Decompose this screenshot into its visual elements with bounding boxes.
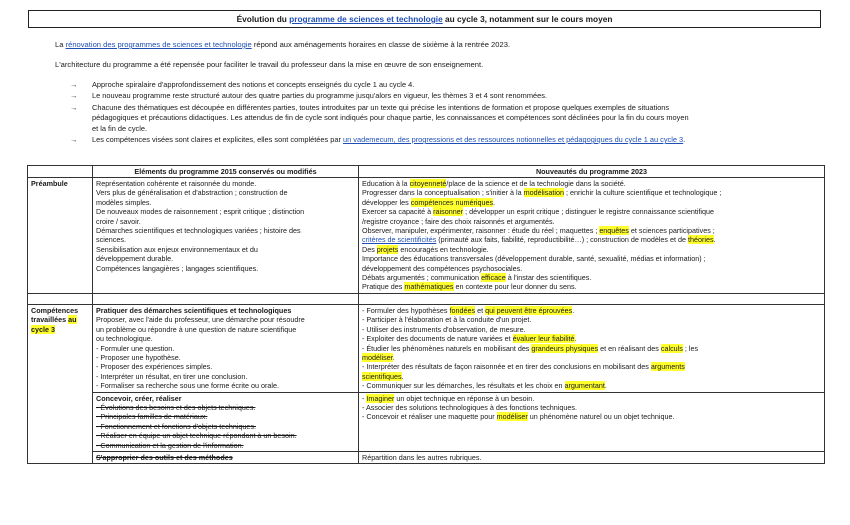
cell-line [362, 235, 821, 244]
text-segment: /registre croyance ; faire des choix raisonnés et argumentés. [362, 216, 555, 226]
competences-new-cell [359, 304, 825, 392]
intro-paragraph-1: La rénovation des programmes de sciences et technologie répond aux aménagements horaires en classe de sixième à la rentrée 2023. [55, 40, 511, 49]
text-segment: un phénomène naturel ou un objet technique. [527, 412, 675, 422]
cell-line [362, 282, 821, 291]
text-segment: - Associer des solutions technologiques à des fonctions techniques. [362, 402, 577, 412]
highlighted-term: arguments [650, 362, 685, 372]
vademecum-link[interactable]: un vademecum, des progressions et des ressources notionnelles et pédagogiques du cycle 1 au cycle 3 [343, 135, 684, 145]
text-segment: un objet technique en réponse à un besoin. [394, 393, 535, 403]
highlighted-term: modélisation [523, 188, 564, 198]
text-segment: ; enrichir la culture scientifique et technologique ; [563, 188, 722, 198]
bullet-list [70, 80, 830, 146]
arrow-icon: → [70, 91, 78, 101]
highlighted-term: modéliser [362, 352, 393, 362]
cell-line [362, 188, 821, 197]
cell-line [362, 198, 821, 207]
text-segment: . [401, 371, 404, 381]
document-title: Évolution du programme de sciences et technologie au cycle 3, notamment sur le cours moyen [28, 10, 821, 28]
bullet-item: → Chacune des thématiques est découpée en différentes parties, toutes introduites par un texte qui précise les intentions de formation et propose quelques exemples de situations pédagogiques et précautions didactiques. Les attendus de fin de cycle sont indiqués pour chaque partie, les connaissances et compétences sont déclinées pour la fin du cours moyen et la fin de cycle. [70, 102, 689, 133]
text-segment: - Interpréter des résultats de façon raisonnée et en tirer des conclusions en mobilisant des [362, 362, 651, 372]
text-segment: ; développer un esprit critique ; distinguer le registre connaissance scientifique [463, 207, 714, 217]
highlighted-term: enquêtes [599, 226, 629, 236]
cell-line [362, 306, 821, 315]
outils-new-cell: Répartition dans les autres rubriques. [359, 451, 825, 463]
text-segment: ; les [682, 343, 699, 353]
highlighted-term: mathématiques [404, 282, 454, 292]
text-segment: et sciences participatives ; [628, 226, 715, 236]
text-segment: développement des compétences psychosociales. [362, 263, 523, 273]
cell-line [362, 315, 821, 324]
cell-line [362, 403, 821, 412]
comparison-table [27, 165, 825, 464]
concevoir-new-cell [359, 392, 825, 451]
text-segment: . [713, 235, 716, 245]
text-segment: Des [362, 244, 377, 254]
program-link[interactable]: programme de sciences et technologie [289, 14, 443, 24]
text-segment: à l'instar des scientifiques. [505, 273, 592, 283]
highlighted-term: fondées [449, 305, 476, 315]
bullet-item: → Les compétences visées sont claires et explicites, elles sont complétées par un vademecum, des progressions et des ressources notionnelles et pédagogiques du cycle 1 au cycle 3. [70, 135, 686, 145]
text-segment: /place de la science et de la technologie dans la société. [446, 179, 626, 188]
cell-line [362, 344, 821, 353]
table-row-concevoir [28, 392, 825, 451]
intro-paragraph-2: L'architecture du programme a été repensée pour faciliter le travail du professeur dans la mise en œuvre de son enseignement. [55, 60, 484, 69]
highlighted-term: évaluer leur fiabilité [512, 334, 575, 344]
cell-line [362, 325, 821, 334]
competences-old-cell: Pratiquer des démarches scientifiques et technologiques Proposer, avec l'aide du professeur, une démarche pour résoudre un problème ou répondre à une question de nature scientifique ou technologique. - Formuler une question. - Proposer une hypothèse. - Proposer des expériences simples. - Interpréter un résultat, en tirer une conclusion. - Formaliser sa recherche sous une forme écrite ou orale. [93, 304, 359, 392]
highlighted-term: au cycle 3 [31, 315, 77, 334]
cell-line [362, 207, 821, 216]
highlighted-term: grandeurs physiques [531, 343, 599, 353]
preambule-old-cell: Représentation cohérente et raisonnée du monde. Vers plus de généralisation et d'abstraction ; construction de modèles simples. De nouveaux modes de raisonnement ; esprit critique ; distinction croire / savoir. Démarches scientifiques et technologiques variées ; histoire des sciences. Sensibilisation aux enjeux environnementaux et du développement durable. Compétences langagières ; langages scientifiques. [93, 178, 359, 294]
text-segment: - [362, 393, 367, 403]
text-segment: Education à la [362, 179, 410, 188]
highlighted-term: efficace [481, 273, 506, 283]
table-row-competences [28, 304, 825, 392]
header-2015: Eléments du programme 2015 conservés ou modifiés [93, 166, 359, 178]
highlighted-term: projets [376, 244, 399, 254]
cell-line [362, 179, 821, 188]
outils-old-cell: S'approprier des outils et des méthodes [93, 451, 359, 463]
text-segment: Pratique des [362, 282, 405, 292]
cell-line [362, 217, 821, 226]
text-segment: - Communiquer sur les démarches, les résultats et les choix en [362, 381, 565, 391]
inline-link[interactable]: critères de scientificités [362, 235, 437, 245]
highlighted-term: Imaginer [366, 393, 395, 403]
highlighted-term: calculs [660, 343, 683, 353]
text-segment: Débats argumentés ; communication [362, 273, 482, 283]
header-empty [28, 166, 93, 178]
header-2023: Nouveautés du programme 2023 [359, 166, 825, 178]
cell-line [362, 226, 821, 235]
cell-line [362, 372, 821, 381]
renovation-link[interactable]: rénovation des programmes de sciences et technologie [65, 40, 252, 49]
table-row-preambule [28, 178, 825, 294]
cell-line [362, 353, 821, 362]
highlighted-term: scientifiques [362, 371, 402, 381]
text-segment: - Concevoir et réaliser une maquette pour [362, 412, 497, 422]
arrow-icon: → [70, 135, 78, 145]
highlighted-term: citoyenneté [409, 179, 447, 188]
concevoir-old-cell: Concevoir, créer, réaliser - Évolutions des besoins et des objets techniques. - Principales familles de matériaux. - Fonctionnement et fonctions d'objets techniques. - Réaliser en équipe un objet technique répondant à un besoin. - Communication et la gestion de l'information. [93, 392, 359, 451]
text-segment: - Participer à l'élaboration et à la conduite d'un projet. [362, 315, 532, 325]
text-segment: et [475, 305, 486, 315]
text-segment: Observer, manipuler, expérimenter, raisonner : étude du réel ; maquettes ; [362, 226, 600, 236]
text-segment: . [574, 334, 577, 344]
cell-line [362, 273, 821, 282]
text-segment: Exercer sa capacité à [362, 207, 434, 217]
text-segment: . [604, 381, 607, 391]
text-segment: - Formuler des hypothèses [362, 305, 450, 315]
highlighted-term: raisonner [433, 207, 464, 217]
table-spacer-row [28, 293, 825, 304]
preambule-new-cell [359, 178, 825, 294]
text-segment: Importance des éducations transversales (développement durable, santé, sexualité, médias et information) ; [362, 254, 706, 264]
text-segment: . [572, 305, 575, 315]
text-segment: encouragés en technologie. [398, 244, 489, 254]
text-segment: développer les [362, 197, 411, 207]
cell-line [362, 362, 821, 371]
arrow-icon: → [70, 102, 78, 112]
table-header-row [28, 166, 825, 178]
bullet-item: → Le nouveau programme reste structuré autour des quatre parties du programme jusqu'alors en vigueur, les thèmes 3 et 4 sont renommées. [70, 91, 547, 101]
highlighted-term: argumentant [564, 381, 605, 391]
arrow-icon: → [70, 80, 78, 89]
cell-line [362, 245, 821, 254]
text-segment: . [493, 197, 496, 207]
highlighted-term: théories [687, 235, 714, 245]
row-label-preambule: Préambule [28, 178, 93, 294]
text-segment: Compétences travaillées [31, 305, 79, 325]
cell-line [362, 412, 821, 421]
row-label-competences [28, 304, 93, 464]
highlighted-term: qui peuvent être éprouvées [485, 305, 573, 315]
highlighted-term: compétences numériques [410, 197, 494, 207]
text-segment: Progresser dans la conceptualisation ; s'initier à la [362, 188, 524, 198]
cell-line [362, 334, 821, 343]
cell-line [362, 394, 821, 403]
cell-line [362, 381, 821, 390]
text-segment: et en réalisant des [598, 343, 661, 353]
text-segment: (primauté aux faits, fiabilité, reproductibilité…) ; construction de modèles et de [436, 235, 688, 245]
text-segment: . [392, 352, 395, 362]
table-row-outils [28, 451, 825, 463]
highlighted-term: modéliser [496, 412, 528, 422]
text-segment: - Utiliser des instruments d'observation, de mesure. [362, 324, 526, 334]
text-segment: - Exploiter des documents de nature variées et [362, 334, 513, 344]
cell-line [362, 254, 821, 263]
bullet-item: → Approche spiralaire d'approfondissement des notions et concepts enseignés du cycle 1 au cycle 4. [70, 80, 415, 89]
text-segment: - Étudier les phénomènes naturels en mobilisant des [362, 343, 532, 353]
text-segment: en contexte pour leur donner du sens. [453, 282, 577, 292]
cell-line [362, 264, 821, 273]
